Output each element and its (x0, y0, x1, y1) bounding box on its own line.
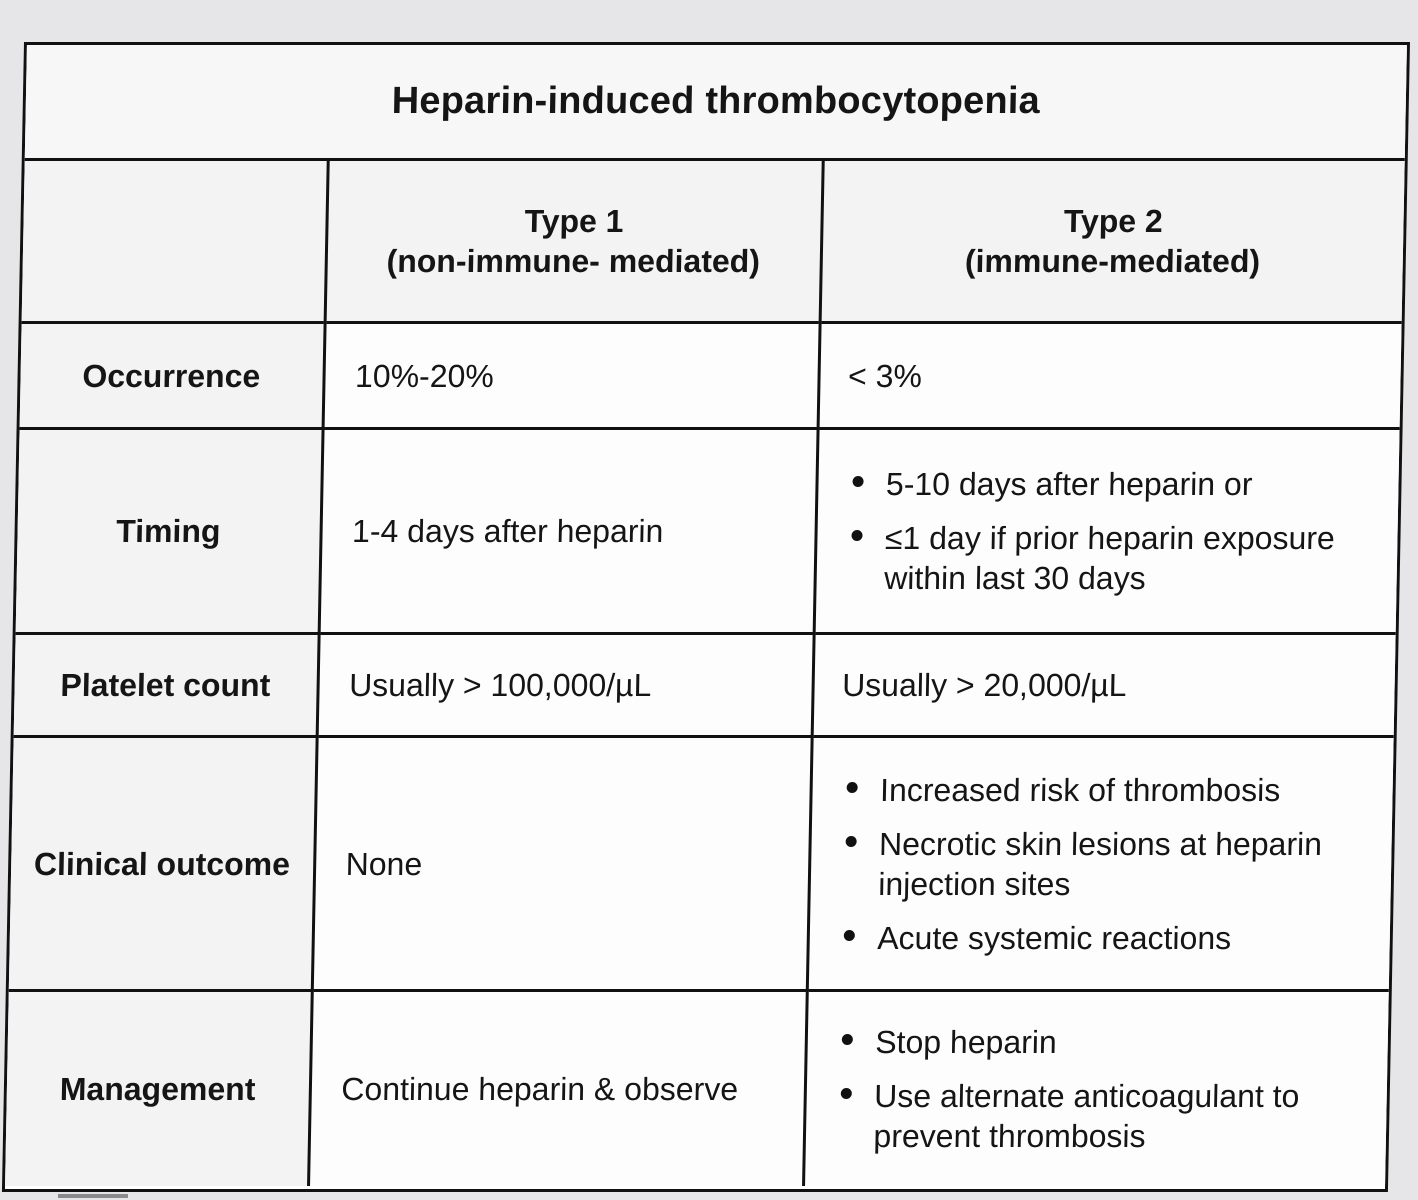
type2-subtitle: (immune-mediated) (964, 243, 1261, 279)
type1-occurrence: 10%-20% (323, 323, 820, 429)
bullet-icon (843, 930, 854, 941)
footnote-mark (58, 1194, 128, 1198)
type2-occurrence: < 3% (818, 323, 1402, 429)
type1-timing: 1-4 days after heparin (319, 429, 818, 634)
type2-timing-list (844, 464, 1385, 598)
list-item: 5-10 days after heparin or (846, 464, 1385, 504)
bullet-icon (852, 476, 863, 487)
hit-table-frame (2, 42, 1410, 1192)
header-corner (22, 161, 328, 323)
type2-management-list (833, 1022, 1374, 1156)
list-item: ≤1 day if prior heparin exposure within last 30 days (844, 518, 1384, 598)
type2-clinical-outcome (807, 737, 1394, 991)
table-row (5, 991, 1389, 1187)
bullet-icon (851, 530, 862, 541)
type2-name: Type 2 (1063, 203, 1164, 239)
bullet-icon (841, 1034, 852, 1045)
bullet-icon (845, 836, 856, 847)
type1-subtitle: (non-immune- mediated) (386, 243, 761, 279)
header-type2 (820, 161, 1405, 323)
header-type1 (325, 161, 823, 323)
type2-clinical-outcome-list (837, 770, 1379, 958)
table-title: Heparin-induced thrombocytopenia (25, 45, 1407, 161)
row-label-occurrence: Occurrence (20, 323, 325, 429)
list-item: Increased risk of thrombosis (840, 770, 1379, 810)
row-label-platelet-count: Platelet count (14, 634, 319, 737)
table-row (14, 634, 1396, 737)
type1-platelet-count: Usually > 100,000/µL (317, 634, 814, 737)
bullet-icon (840, 1088, 851, 1099)
list-item: Use alternate anticoagulant to prevent thrombosis (833, 1076, 1373, 1156)
type2-platelet-count: Usually > 20,000/µL (812, 634, 1396, 737)
row-label-timing: Timing (16, 429, 323, 634)
type1-name: Type 1 (524, 203, 624, 239)
header-row (22, 161, 1405, 323)
table-row (9, 737, 1394, 991)
type2-timing (814, 429, 1400, 634)
table-row (20, 323, 1402, 429)
type1-clinical-outcome: None (312, 737, 812, 991)
type2-management (803, 991, 1389, 1187)
table-row (16, 429, 1400, 634)
comparison-table (5, 161, 1405, 1186)
type1-management: Continue heparin & observe (308, 991, 807, 1187)
list-item: Necrotic skin lesions at heparin injection sites (838, 824, 1378, 904)
row-label-management: Management (5, 991, 312, 1187)
bullet-icon (846, 782, 857, 793)
list-item: Acute systemic reactions (837, 918, 1376, 958)
row-label-clinical-outcome: Clinical outcome (9, 737, 317, 991)
list-item: Stop heparin (835, 1022, 1374, 1062)
